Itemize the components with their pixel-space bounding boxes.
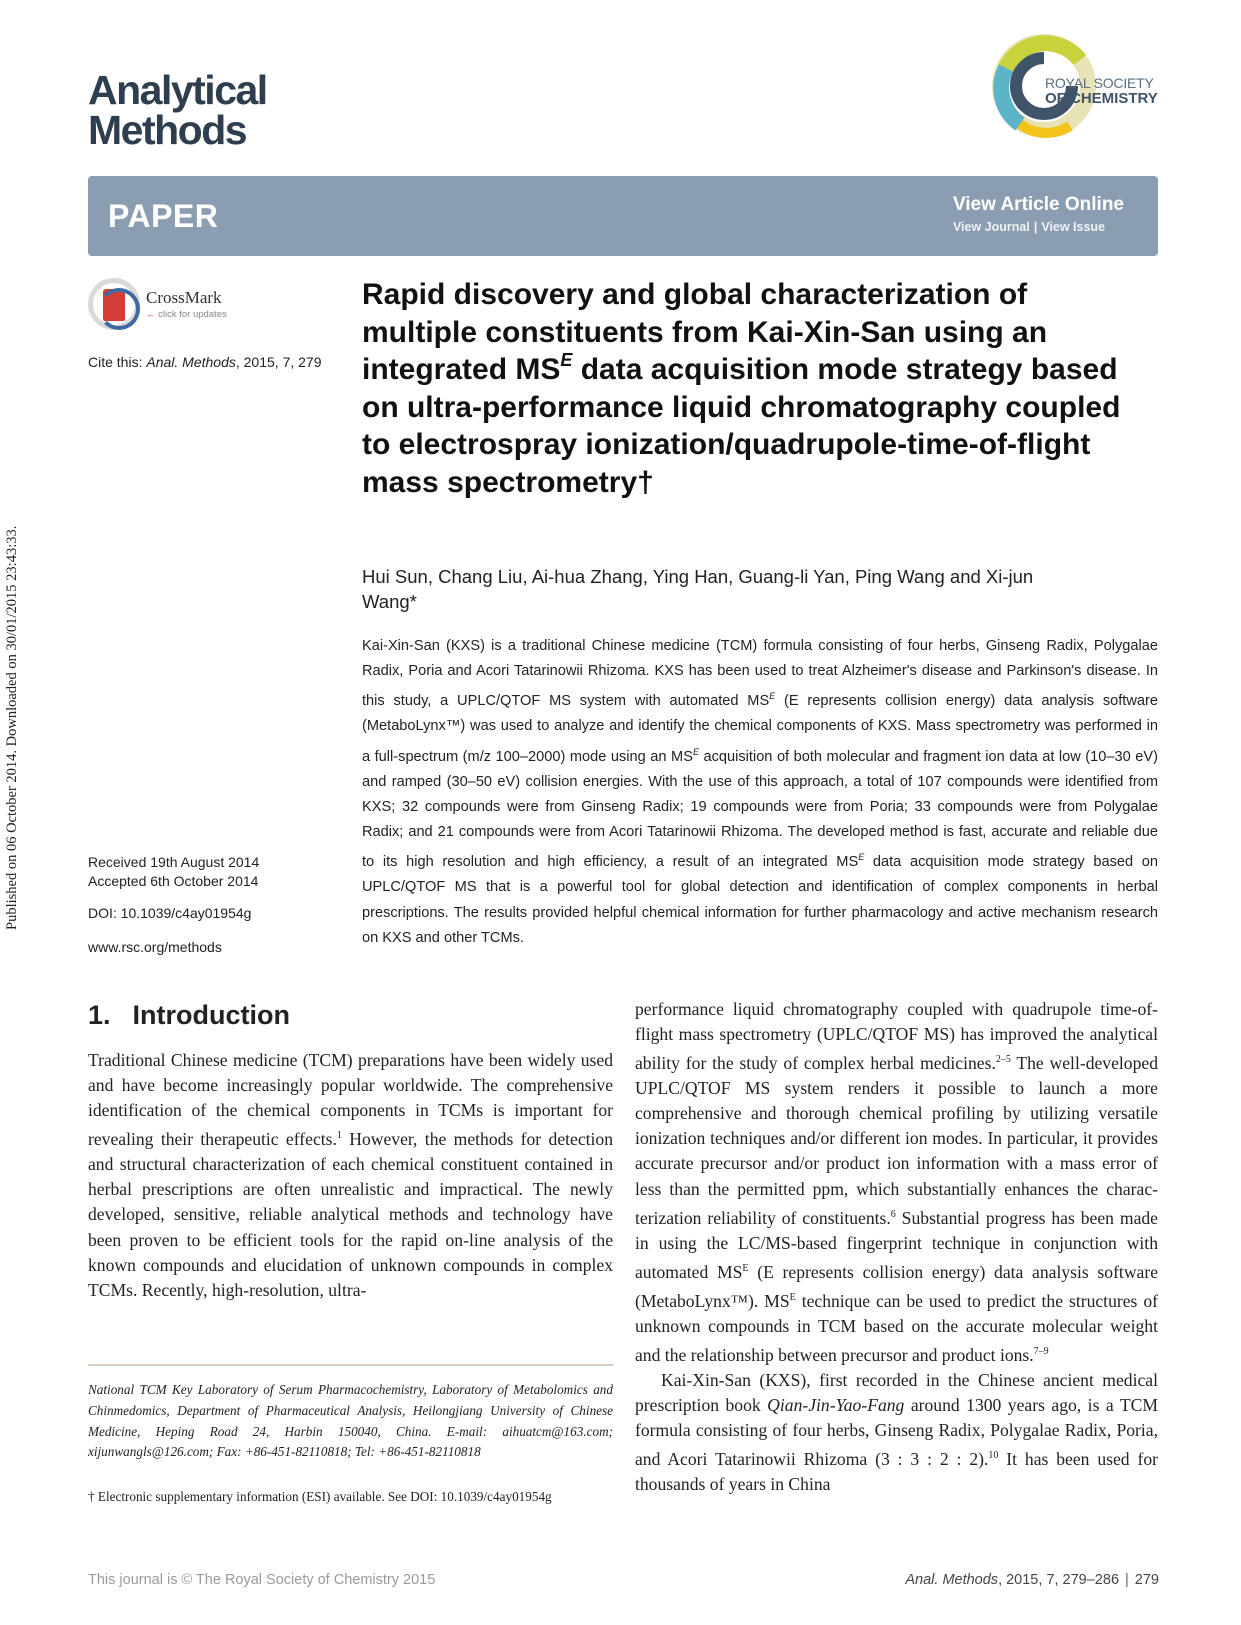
page-number: 279 (1134, 1572, 1159, 1588)
reference[interactable]: 10 (988, 1449, 999, 1461)
view-journal-link[interactable]: View Journal (952, 220, 1030, 234)
cite-journal: Anal. Methods (146, 354, 236, 370)
journal-url[interactable]: www.rsc.org/methods (88, 939, 222, 955)
section-heading-introduction (88, 1000, 290, 1031)
doi[interactable]: DOI: 10.1039/c4ay01954g (88, 905, 252, 921)
paragraph: Traditional Chinese medicine (TCM) preparations have been widely used and have become increasingly popular worldwide. The comprehensive identification of the chemical components in TCMs is important for revealing their therapeutic effects.$^1$ However, the methods for detection and structural characterization of each chemical constituent contained in herbal prescriptions are often unrealistic and impractical. The newly developed, sensitive, reliable analytical methods and technology have been proven to be efficient tools for the rapid on-line analysis of the known compounds and elucidation of unknown compounds in complex TCMs. Recently, high-resolution, ultra- (88, 1050, 614, 1300)
crossmark-label: CrossMark (146, 288, 222, 307)
journal-title-line1: Analytical (88, 67, 267, 113)
publisher-name (1045, 76, 1158, 106)
article-type-banner (88, 176, 1158, 256)
accepted-date: Accepted 6th October 2014 (88, 873, 259, 889)
journal-title-line2: Methods (88, 107, 247, 153)
paragraph: performance liquid chromatography coupled with quadrupole time-of-flight mass spectrometry (UPLC/QTOF MS) has improved the analytical ability for the study of complex herbal medicines.$^{2-5}$ The well-developed UPLC/QTOF MS system renders it possible to launch a more comprehensive and thorough chemical profiling by utilizing versatile ionization techniques and/or different ion modes. In particular, it provides accurate precursor and/or product ion information with a mass error of less than the permitted ppm, which substantially enhances the characterization reliability of constituents.$^6$ Substantial progress has been made in using the LC/MS-based fingerprint technique in conjunction with automated $MS^E$ (E represents collision energy) data analysis software (MetaboLynx™). $MS^E$ technique can be used to predict the structures of unknown compounds in TCM based on the accurate molecular weight and the relationship between precursor and product ions.$^{7-9}$ (635, 999, 1158, 1365)
download-notice: Published on 06 October 2014. Downloaded on 30/01/2015 23:43:33. (4, 525, 20, 930)
crossmark-sub: ← click for updates (146, 309, 227, 320)
reference[interactable]: 1 (336, 1130, 342, 1142)
article-title: Rapid discovery and global characterization of multiple constituents from Kai-Xin-San using an integrated $MS^E$ data acquisition mode strategy based on ultra-performance liquid chromatography coupled to electrospray ionization/quadrupole-time-of-flight mass spectrometry† (362, 278, 1121, 499)
copyright-footer: This journal is © The Royal Society of Chemistry 2015 (88, 1572, 436, 1588)
esi-footnote: † Electronic supplementary information (ESI) available. See DOI: 10.1039/c4ay01954g (88, 1489, 552, 1504)
footnote-divider (88, 1364, 613, 1366)
reference[interactable]: 6 (890, 1208, 896, 1220)
page-footer: Anal. Methods, 2015, 7, 279–286 | 279 (905, 1572, 1159, 1588)
publisher-line1: ROYAL SOCIETY (1045, 75, 1154, 91)
citation: Cite this: Anal. Methods, 2015, 7, 279 (88, 354, 322, 370)
link-separator: | (1033, 220, 1038, 234)
view-issue-link[interactable]: View Issue (1041, 220, 1106, 234)
reference[interactable]: 7–9 (1033, 1345, 1049, 1357)
banner-links (953, 194, 1124, 234)
journal-title (88, 67, 267, 153)
section-number: 1. (88, 1000, 111, 1030)
section-title: Introduction (132, 1000, 290, 1030)
view-article-online-link[interactable]: View Article Online (952, 194, 1124, 215)
received-date: Received 19th August 2014 (88, 854, 260, 870)
authors: Hui Sun, Chang Liu, Ai-hua Zhang, Ying Han, Guang-li Yan, Ping Wang and Xi-jun Wang* (362, 566, 1034, 612)
article-type: PAPER (108, 198, 219, 234)
crossmark-badge[interactable] (88, 278, 268, 334)
journal-issue-links (953, 220, 1124, 234)
arrow-left-icon: ← (146, 309, 159, 320)
affiliation-footnote: National TCM Key Laboratory of Serum Pharmacochemistry, Laboratory of Metabolomics and Chinmedomics, Department of Pharmaceutical Analysis, Heilongjiang University of Chinese Medicine, Heping Road 24, Harbin 150040, China. E-mail: aihuatcm@163.com; xijunwangls@126.com; Fax: +86-451-82110818; Tel: +86-451-82110818 (88, 1382, 613, 1460)
body-text-right (635, 997, 1158, 1497)
publisher-line2: OF CHEMISTRY (1045, 90, 1158, 107)
paragraph: Kai-Xin-San (KXS), first recorded in the Chinese ancient medical prescription book Qian-Jin-Yao-Fang around 1300 years ago, is a TCM formula consisting of four herbs, Ginseng Radix, Polygalae Radix, Poria, and Acori Tatarinowii Rhizoma (3 : 3 : 2 : 2).$^{10}$ It has been used for thousands of years in China (635, 1369, 1159, 1494)
dates (88, 853, 259, 891)
crossmark-icon (88, 278, 140, 330)
reference[interactable]: 2–5 (995, 1054, 1011, 1066)
body-text-left (88, 1048, 613, 1303)
abstract: Kai-Xin-San (KXS) is a traditional Chinese medicine (TCM) formula consisting of four herbs, Ginseng Radix, Polygalae Radix, Poria and Acori Tatarinowii Rhizoma. KXS has been used to treat Alzheimer's disease and Parkinson's disease. In this study, a UPLC/QTOF MS system with automated $MS^E$ (E represents collision energy) data analysis software (MetaboLynx™) was used to analyze and identify the chemical components of KXS. Mass spectrometry was performed in a full-spectrum (m/z 100–2000) mode using an $MS^E$ acquisition of both molecular and fragment ion data at low (10–30 eV) and ramped (30–50 eV) collision energies. With the use of this approach, a total of 107 compounds were identified from KXS; 32 compounds were from Ginseng Radix; 19 compounds were from Poria; 33 compounds were from Polygalae Radix; and 21 compounds were from Acori Tatarinowii Rhizoma. The developed method is fast, accurate and reliable due to its high resolution and high efficiency, a result of an integrated $MS^E$ data acquisition mode strategy based on UPLC/QTOF MS that is a powerful tool for global detection and identification of complex components in herbal prescriptions. The results provided helpful chemical information for further pharmacology and active mechanism research on KXS and other TCMs. (362, 638, 1159, 946)
footer-journal: Anal. Methods (905, 1572, 999, 1588)
footer-separator: | (1125, 1572, 1129, 1588)
